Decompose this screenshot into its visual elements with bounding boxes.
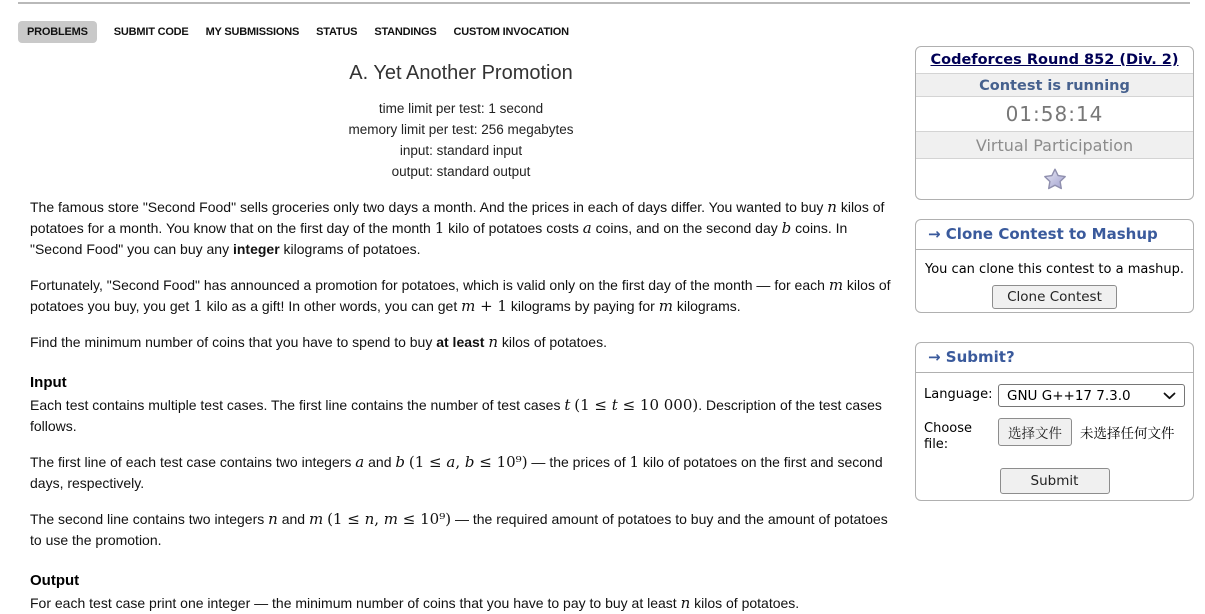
- clone-contest-button[interactable]: Clone Contest: [992, 285, 1117, 309]
- tab-status[interactable]: STATUS: [316, 26, 358, 38]
- submit-button[interactable]: Submit: [1000, 468, 1110, 494]
- problem-title: A. Yet Another Promotion: [349, 62, 573, 84]
- statement-paragraph: Find the minimum number of coins that you have to spend to buy at least n kilos of potatoes.: [30, 333, 607, 351]
- problem-statement: [30, 62, 892, 614]
- contest-info-box: [915, 46, 1194, 200]
- output-paragraph: For each test case print one integer — the minimum number of coins that you have to pay to buy at least n kilos of potatoes.: [30, 594, 800, 612]
- clone-box-title[interactable]: → Clone Contest to Mashup: [916, 220, 1193, 250]
- input-paragraph: Each test contains multiple test cases. The first line contains the number of test cases t (1 ≤ t ≤ 10 000). Description of the test cases follows.: [30, 396, 882, 434]
- submit-row: [924, 468, 1185, 494]
- language-row: [924, 384, 1185, 407]
- output-heading: Output: [30, 572, 80, 589]
- star-row: [916, 159, 1193, 199]
- file-label: Choose file:: [924, 421, 972, 452]
- clone-box-body: [916, 250, 1193, 309]
- contest-status: Contest is running: [916, 73, 1193, 97]
- input-paragraph: The first line of each test case contains two integers a and b (1 ≤ a, b ≤ 10⁹) — the prices of 1 kilo of potatoes on the first and second days, respectively.: [30, 453, 883, 491]
- input-heading: Input: [30, 374, 67, 391]
- star-icon[interactable]: [1042, 167, 1068, 191]
- memory-limit: memory limit per test: 256 megabytes: [348, 122, 574, 137]
- problem-limits: [30, 98, 892, 182]
- input-paragraph: The second line contains two integers n and m (1 ≤ n, m ≤ 10⁹) — the required amount of potatoes to buy and the amount of potatoes to use the promotion.: [30, 510, 888, 548]
- statement-paragraph: The famous store "Second Food" sells groceries only two days a month. And the prices in each of days differ. You wanted to buy n kilos of potatoes for a month. You know that on the first day of the month 1 kilo of potatoes costs a coins, and on the second day b coins. In "Second Food" you can buy any integer kilograms of potatoes.: [30, 198, 885, 257]
- clone-box-text: You can clone this contest to a mashup.: [925, 262, 1184, 277]
- contest-tab-bar: [18, 21, 569, 43]
- file-row: [924, 418, 1185, 453]
- tab-my-submissions[interactable]: MY SUBMISSIONS: [205, 26, 300, 38]
- tab-problems[interactable]: PROBLEMS: [18, 21, 97, 43]
- output-spec: output: standard output: [391, 164, 531, 179]
- language-label: Language:: [924, 387, 993, 402]
- statement-paragraph: Fortunately, "Second Food" has announced a promotion for potatoes, which is valid only on the first day of the month — for each m kilos of potatoes you buy, you get 1 kilo as a gift! In other words, you can get m + 1 kilograms by paying for m kilograms.: [30, 276, 891, 315]
- participation-mode: Virtual Participation: [916, 131, 1193, 159]
- language-selected-value: GNU G++17 7.3.0: [1007, 387, 1131, 404]
- contest-link[interactable]: Codeforces Round 852 (Div. 2): [930, 52, 1179, 68]
- submit-box-title[interactable]: → Submit?: [916, 343, 1193, 373]
- contest-title-row: [916, 47, 1193, 73]
- language-select[interactable]: [998, 384, 1185, 407]
- top-divider: [18, 2, 1190, 4]
- clone-contest-box: [915, 219, 1194, 313]
- submit-box: [915, 342, 1194, 501]
- input-spec: input: standard input: [399, 143, 523, 158]
- tab-standings[interactable]: STANDINGS: [374, 26, 437, 38]
- file-status-text: 未选择任何文件: [1080, 426, 1175, 442]
- choose-file-button[interactable]: 选择文件: [998, 418, 1072, 446]
- time-limit: time limit per test: 1 second: [378, 101, 544, 116]
- contest-timer: 01:58:14: [1005, 102, 1104, 126]
- tab-custom-invocation[interactable]: CUSTOM INVOCATION: [453, 26, 569, 38]
- submit-form: [916, 373, 1193, 494]
- chevron-down-icon: [1163, 392, 1176, 400]
- tab-submit-code[interactable]: SUBMIT CODE: [113, 26, 189, 38]
